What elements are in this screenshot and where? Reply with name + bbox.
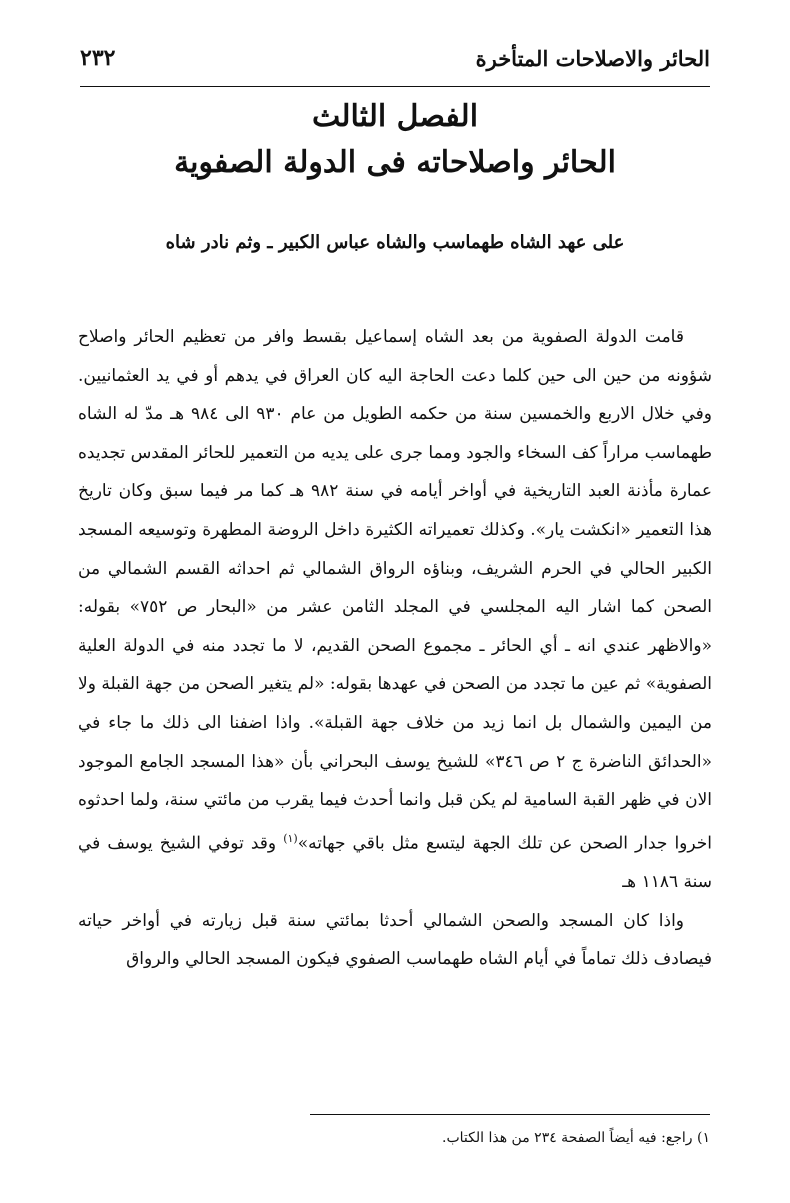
- section-subtitle: على عهد الشاه طهماسب والشاه عباس الكبير ـ وثم نادر شاه: [165, 232, 625, 253]
- chapter-heading: [80, 94, 710, 186]
- chapter-title: الحائر واصلاحاته فى الدولة الصفوية: [174, 145, 616, 180]
- paragraph-1: [78, 318, 712, 902]
- footnote-marker: (١): [283, 831, 298, 845]
- page-number: ٢٣٢: [80, 45, 116, 71]
- running-header: [80, 30, 710, 87]
- chapter-number: الفصل الثالث: [311, 99, 479, 134]
- footnote: ١) راجع: فيه أيضاً الصفحة ٢٣٤ من هذا الكتاب.: [442, 1130, 710, 1146]
- body-text: [78, 318, 712, 979]
- running-title: الحائر والاصلاحات المتأخرة: [475, 45, 710, 71]
- paragraph-1-tail: وقد توفي الشيخ يوسف في سنة ١١٨٦ هـ: [78, 833, 712, 892]
- paragraph-1-text: قامت الدولة الصفوية من بعد الشاه إسماعيل بقسط وافر من تعظيم الحائر واصلاح شؤونه من حين الى حين كلما دعت الحاجة اليه كان العراق في يدهم أو في يد العثمانيين. وفي خلال الاربع والخمسين سنة من حكمه الطويل من عام ٩٣٠ الى ٩٨٤ هـ مدّ له الشاه طهماسب مراراً كف السخاء والجود ومما جرى على يديه من التعمير للحائر المقدس تجديده عمارة مأذنة العبد التاريخية في أواخر أيامه في سنة ٩٨٢ هـ كما مر فيما سبق وكان تاريخ هذا التعمير «انكشت يار». وكذلك تعميراته الكثيرة داخل الروضة المطهرة وتوسيعه المسجد الكبير الحالي في الحرم الشريف، وبناؤه الرواق الشمالي ثم احداثه القسم الشمالي من الصحن كما اشار اليه المجلسي في المجلد الثامن عشر من «البحار ص ٧٥٢» بقوله: «والاظهر عندي انه ـ أي الحائر ـ مجموع الصحن القديم، لا ما تجدد منه في الدولة العلية الصفوية» ثم عين ما تجدد من الصحن في عهدها بقوله: «لم يتغير الصحن من جهة القبلة ولا من اليمين والشمال بل انما زيد من خلاف جهة القبلة». واذا اضفنا الى ذلك ما جاء في «الحدائق الناضرة ج ٢ ص ٣٤٦» للشيخ يوسف البحراني بأن «هذا المسجد الجامع الموجود الان في ظهر القبة السامية لم يكن قبل وانما أحدث فيما يقرب من مائتي سنة، ولما احدثوه اخروا جدار الصحن عن تلك الجهة ليتسع مثل باقي جهاته»: [78, 327, 713, 854]
- paragraph-2: واذا كان المسجد والصحن الشمالي أحدثا بمائتي سنة قبل زيارته في أواخر حياته فيصادف ذلك تماماً في أيام الشاه طهماسب الصفوي فيكون المسجد الحالي والرواق: [78, 910, 712, 970]
- footnote-divider: [310, 1114, 710, 1115]
